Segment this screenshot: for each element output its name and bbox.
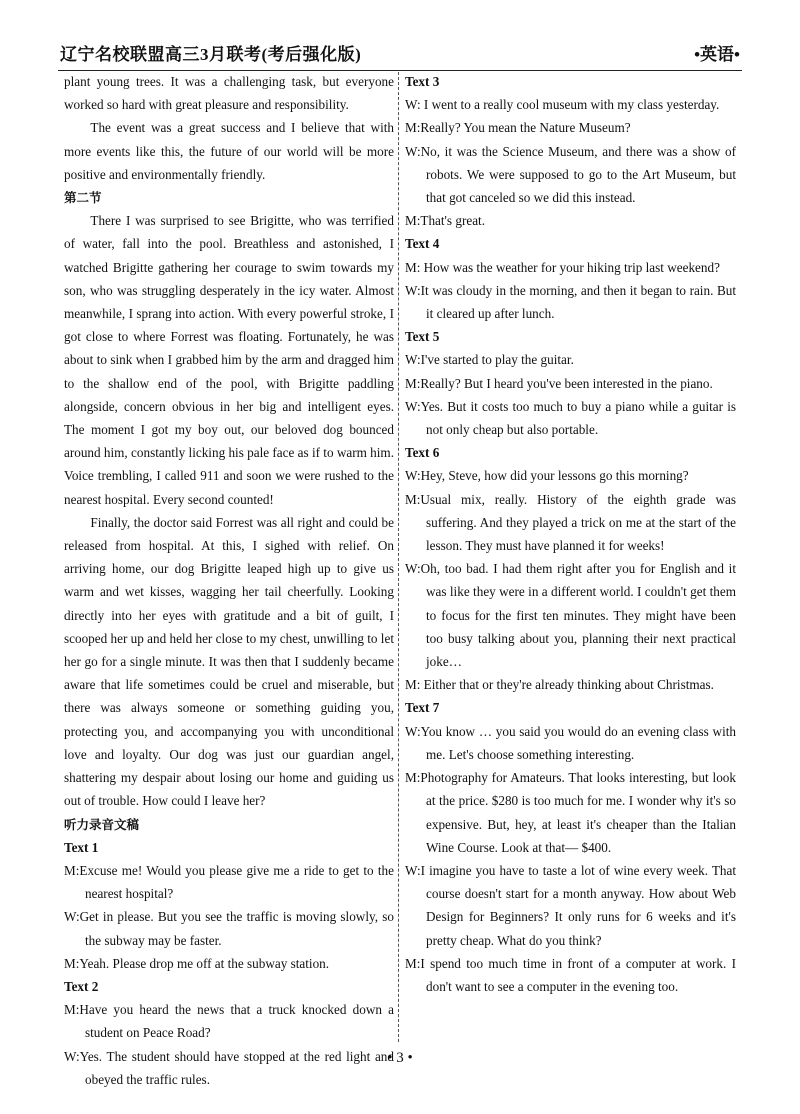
dialogue-line: M:I spend too much time in front of a computer at work. I don't want to see a computer in the evening too. <box>405 955 736 994</box>
text1-label: Text 1 <box>64 839 99 855</box>
dialogue-line: M:Have you heard the news that a truck knocked down a student on Peace Road? <box>64 1002 394 1041</box>
page-header <box>58 36 742 71</box>
text7-label: Text 7 <box>405 700 440 716</box>
paragraph-plant-trees: plant young trees. It was a challenging task, but everyone worked so hard with great pleasure and responsibility. <box>64 74 394 113</box>
dialogue-line: W: I went to a really cool museum with my class yesterday. <box>405 97 720 113</box>
text2-label: Text 2 <box>64 978 99 994</box>
dialogue-line: W:It was cloudy in the morning, and then it began to rain. But it cleared up after lunch. <box>405 282 736 322</box>
dialogue-line: M:Really? But I heard you've been interested in the piano. <box>405 375 713 391</box>
paragraph-brigitte-pool: There I was surprised to see Brigitte, who was terrified of water, fall into the pool. Breathless and astonished, I watched Brigitte gathering her courage to swim towards my son, who was struggling desperately in the icy water. Almost meanwhile, I sprang into action. With every powerful stroke, I got close to where Forrest was floating. Fortunately, he was about to sink when I grabbed him by the arm and dragged him to the shallow end of the pool, with Brigitte paddling alongside, concern obvious in her big and intelligent eyes. The moment I got my boy out, our beloved dog bounced around him, constantly licking his pale face as if to warm him. Voice trembling, I called 911 and soon we were rushed to the nearest hospital. Every second counted! <box>64 213 394 507</box>
exam-title: 辽宁名校联盟高三3月联考(考后强化版) <box>60 45 362 64</box>
dialogue-line: W:No, it was the Science Museum, and there was a show of robots. We were supposed to go to the Art Museum, but that got canceled so we did this instead. <box>405 143 736 206</box>
dialogue-line: M:Excuse me! Would you please give me a ride to get to the nearest hospital? <box>64 862 394 902</box>
section-two-title: 第二节 <box>64 190 102 206</box>
dialogue-line: W:You know … you said you would do an evening class with me. Let's choose something interesting. <box>405 723 736 762</box>
dialogue-line: W:Yes. But it costs too much to buy a piano while a guitar is not only cheap but also portable. <box>405 398 736 438</box>
text3-label: Text 3 <box>405 74 440 89</box>
dialogue-line: M:Yeah. Please drop me off at the subway station. <box>64 955 330 971</box>
page-number: • 3 • <box>387 1050 413 1066</box>
dialogue-line: W:Oh, too bad. I had them right after you for English and it was like they were in a different world. I couldn't get them to focus for the first ten minutes. They might have been too busy talking about you, planning their next practical joke… <box>405 561 736 670</box>
right-column <box>405 70 736 1046</box>
dialogue-line: W:Hey, Steve, how did your lessons go this morning? <box>405 468 689 484</box>
dialogue-line: W:I imagine you have to taste a lot of wine every week. That course doesn't start for a month anyway. How about Web Design for Beginners? It only runs for 6 weeks and it's pretty cheap. What do you think? <box>405 862 736 948</box>
column-divider <box>398 72 399 1042</box>
text6-label: Text 6 <box>405 445 440 461</box>
text4-label: Text 4 <box>405 236 440 252</box>
text5-label: Text 5 <box>405 329 440 345</box>
dialogue-line: M:That's great. <box>405 213 486 229</box>
paragraph-finally: Finally, the doctor said Forrest was all right and could be released from hospital. At this, I sighed with relief. On arriving home, our dog Brigitte leaped high up to give us warm and wet kisses, wagging her tail cheerfully. Looking directly into her eyes with gratitude and a bit of guilt, I scooped her up and held her close to my chest, unwilling to let her go for a single minute. It was then that I suddenly became aware that life sometimes could be cruel and miserable, but there was always someone or something guiding you, protecting you, and accompanying you with unconditional love and loyalty. Our dog was just our guardian angel, shattering my despair about losing our home and guiding us out of trouble. How could I leave her? <box>64 514 394 809</box>
dialogue-line: M: Either that or they're already thinking about Christmas. <box>405 677 714 693</box>
dialogue-line: M: How was the weather for your hiking trip last weekend? <box>405 259 720 275</box>
transcript-title: 听力录音文稿 <box>64 816 140 832</box>
subject-label: •英语• <box>694 45 740 64</box>
dialogue-line: W:Get in please. But you see the traffic is moving slowly, so the subway may be faster. <box>64 909 394 948</box>
dialogue-line: M:Photography for Amateurs. That looks interesting, but look at the price. $280 is too much for me. I wonder why it's so expensive. But, hey, at least it's cheaper than the Italian Wine Course. Look at that— $400. <box>405 770 736 855</box>
left-column <box>64 70 394 1087</box>
dialogue-line: M:Really? You mean the Nature Museum? <box>405 120 631 136</box>
dialogue-line: W:Yes. The student should have stopped at the red light and obeyed the traffic rules. <box>64 1048 394 1087</box>
dialogue-line: W:I've started to play the guitar. <box>405 352 574 368</box>
dialogue-line: M:Usual mix, really. History of the eighth grade was suffering. And they played a trick on me at the start of the lesson. They must have planned it for weeks! <box>405 491 736 554</box>
paragraph-event-success: The event was a great success and I believe that with more events like this, the future of our world will be more positive and environmentally friendly. <box>64 120 394 182</box>
